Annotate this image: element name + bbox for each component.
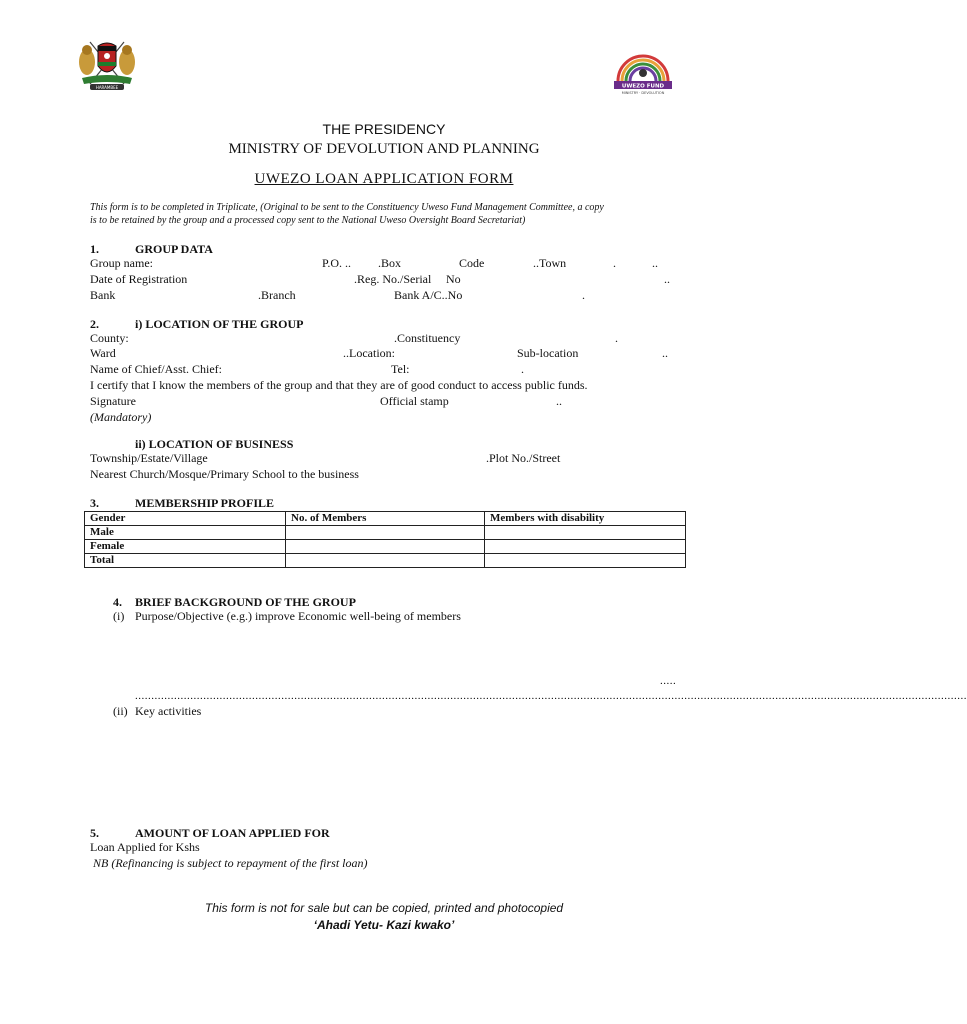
- key-activities-label: Key activities: [135, 704, 202, 718]
- dot-separator: .: [615, 331, 618, 345]
- constituency-label: .Constituency: [394, 331, 461, 345]
- signature-label: Signature: [90, 394, 136, 408]
- dots-separator: ..: [556, 394, 562, 408]
- instructions-line-2: is to be retained by the group and a processed copy sent to the National Uweso Oversight Board Secretariat): [90, 215, 526, 226]
- table-row: [85, 526, 686, 540]
- section-1-heading: GROUP DATA: [135, 242, 213, 256]
- section-5-heading: AMOUNT OF LOAN APPLIED FOR: [135, 826, 330, 840]
- footer-motto: ‘Ahadi Yetu- Kazi kwako’: [313, 918, 455, 932]
- section-3-number: 3.: [90, 496, 99, 510]
- footer-notice: This form is not for sale but can be copied, printed and photocopied: [204, 901, 564, 915]
- chief-label: Name of Chief/Asst. Chief:: [90, 362, 222, 376]
- dotted-fill-line: ................................................................................................................................................................................................................................................................: [135, 690, 967, 702]
- dotted-fill-short: .....: [660, 675, 677, 687]
- section-1-number: 1.: [90, 242, 99, 256]
- box-label: .Box: [378, 256, 402, 270]
- date-registration-label: Date of Registration: [90, 272, 188, 286]
- uwezo-logo-text: UWEZO FUND: [621, 83, 665, 90]
- row-total-label: Total: [85, 554, 286, 568]
- table-header-row: [85, 512, 686, 526]
- title-ministry: MINISTRY OF DEVOLUTION AND PLANNING: [228, 141, 540, 157]
- sub-location-label: Sub-location: [517, 346, 579, 360]
- col-gender: Gender: [85, 512, 286, 526]
- branch-label: .Branch: [258, 288, 296, 302]
- table-row: [85, 540, 686, 554]
- section-2-heading: i) LOCATION OF THE GROUP: [135, 317, 304, 331]
- tel-label: Tel:: [391, 362, 410, 376]
- section-5-number: 5.: [90, 826, 99, 840]
- dot-separator: .: [613, 256, 616, 270]
- section-4-number: 4.: [113, 595, 122, 609]
- item-1-number: (i): [113, 609, 125, 623]
- po-label: P.O. ..: [322, 256, 352, 270]
- dot-separator: .: [582, 288, 585, 302]
- uwezo-logo-sub: MINISTRY · DEVOLUTION: [621, 91, 665, 95]
- no-label: No: [446, 272, 461, 286]
- instructions-line-1: This form is to be completed in Triplicate, (Original to be sent to the Constituency Uweso Fund Management Committee, a copy: [90, 202, 604, 213]
- ward-label: Ward: [90, 346, 116, 360]
- male-members-cell[interactable]: [286, 526, 485, 540]
- coat-of-arms-motto: HARAMBEE: [95, 85, 119, 90]
- row-male-label: Male: [85, 526, 286, 540]
- bank-label: Bank: [90, 288, 116, 302]
- loan-amount-label: Loan Applied for Kshs: [90, 840, 200, 854]
- reg-no-label: .Reg. No./Serial: [354, 272, 432, 286]
- section-3-heading: MEMBERSHIP PROFILE: [135, 496, 275, 510]
- membership-table: [84, 511, 686, 568]
- location-business-heading: ii) LOCATION OF BUSINESS: [135, 437, 294, 451]
- bank-account-label: Bank A/C..No: [394, 288, 463, 302]
- col-disability: Members with disability: [485, 512, 686, 526]
- uwezo-fund-logo: [610, 47, 676, 97]
- county-label: County:: [90, 331, 129, 345]
- title-presidency: THE PRESIDENCY: [322, 121, 446, 137]
- female-disability-cell[interactable]: [485, 540, 686, 554]
- nearest-landmark-label: Nearest Church/Mosque/Primary School to the business: [90, 467, 359, 481]
- purpose-label: Purpose/Objective (e.g.) improve Economic well-being of members: [135, 609, 461, 623]
- official-stamp-label: Official stamp: [380, 394, 449, 408]
- row-female-label: Female: [85, 540, 286, 554]
- table-row: [85, 554, 686, 568]
- code-label: Code: [459, 256, 485, 270]
- female-members-cell[interactable]: [286, 540, 485, 554]
- dots-separator: ..: [662, 346, 668, 360]
- town-label: ..Town: [533, 256, 567, 270]
- section-2-number: 2.: [90, 317, 99, 331]
- col-members: No. of Members: [286, 512, 485, 526]
- total-members-cell[interactable]: [286, 554, 485, 568]
- refinancing-note: NB (Refinancing is subject to repayment of the first loan): [93, 856, 368, 870]
- group-name-label: Group name:: [90, 256, 153, 270]
- dot-separator: .: [521, 362, 524, 376]
- township-label: Township/Estate/Village: [90, 451, 208, 465]
- plot-label: .Plot No./Street: [486, 451, 561, 465]
- location-label: ..Location:: [343, 346, 395, 360]
- dots-separator: ..: [664, 272, 670, 286]
- section-4-heading: BRIEF BACKGROUND OF THE GROUP: [135, 595, 356, 609]
- coat-of-arms-logo: [76, 36, 138, 92]
- mandatory-note: (Mandatory): [90, 410, 152, 424]
- male-disability-cell[interactable]: [485, 526, 686, 540]
- certify-statement: I certify that I know the members of the group and that they are of good conduct to access public funds.: [90, 378, 588, 392]
- total-disability-cell[interactable]: [485, 554, 686, 568]
- item-2-number: (ii): [113, 704, 128, 718]
- dots-separator: ..: [652, 256, 658, 270]
- form-title: UWEZO LOAN APPLICATION FORM: [254, 171, 514, 187]
